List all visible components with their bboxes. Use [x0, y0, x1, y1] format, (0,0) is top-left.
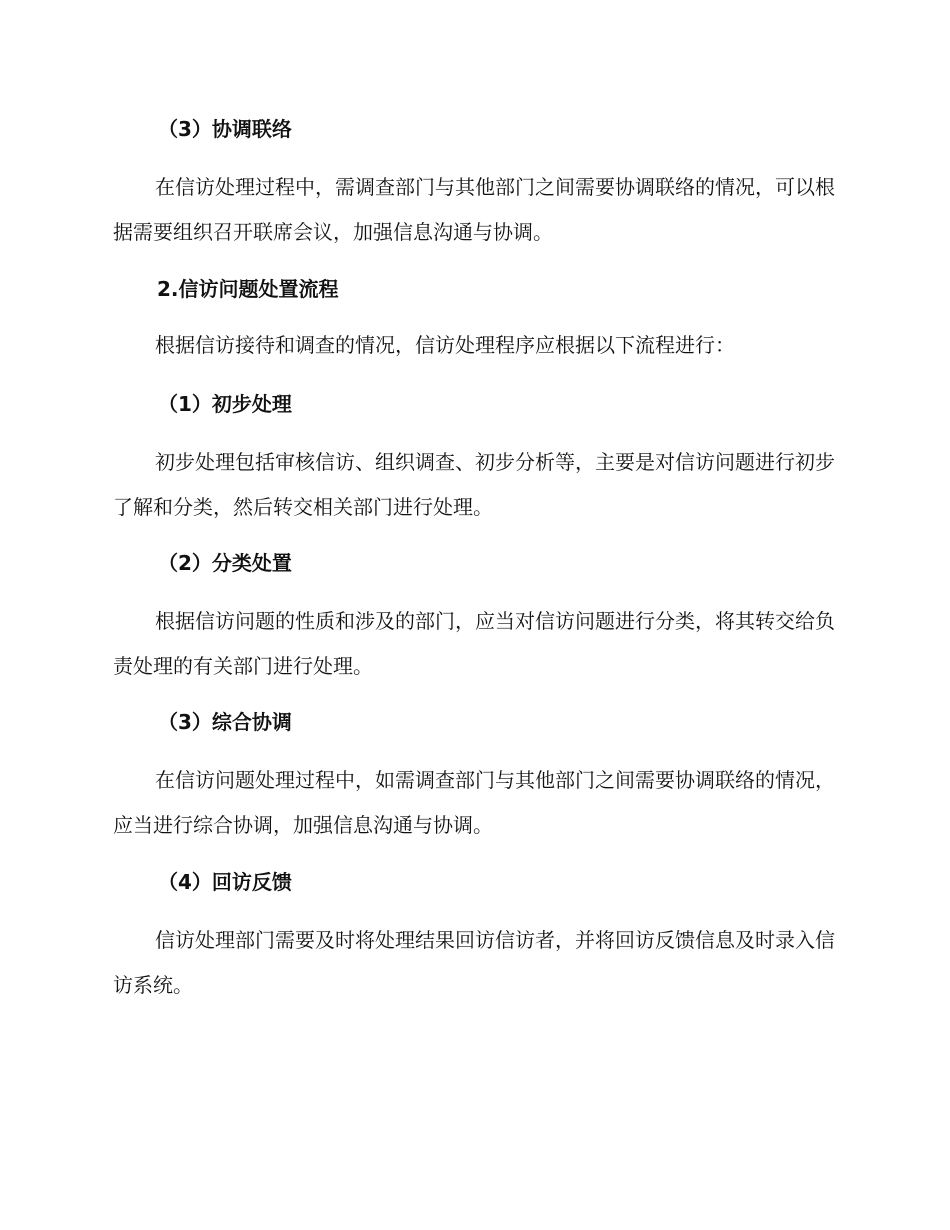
subheading-coordination-liaison: （3）协调联络 [158, 117, 292, 141]
paragraph-coordination-liaison: 在信访处理过程中，需调查部门与其他部门之间需要协调联络的情况，可以根据需要组织召开联席会议，加强信息沟通与协调。 [113, 175, 835, 244]
subheading-preliminary-handling: （1）初步处理 [158, 392, 292, 416]
subheading-comprehensive-coordination: （3）综合协调 [158, 710, 292, 734]
paragraph-preliminary-handling: 初步处理包括审核信访、组织调查、初步分析等，主要是对信访问题进行初步了解和分类，然后转交相关部门进行处理。 [113, 450, 835, 519]
section-heading-complaint-handling-process: 2.信访问题处置流程 [157, 277, 339, 301]
paragraph-process-intro: 根据信访接待和调查的情况，信访处理程序应根据以下流程进行： [155, 333, 735, 357]
subheading-return-visit-feedback: （4）回访反馈 [158, 870, 292, 894]
paragraph-classified-disposal: 根据信访问题的性质和涉及的部门，应当对信访问题进行分类，将其转交给负责处理的有关部门进行处理。 [113, 609, 835, 678]
paragraph-comprehensive-coordination: 在信访问题处理过程中，如需调查部门与其他部门之间需要协调联络的情况，应当进行综合协调，加强信息沟通与协调。 [113, 768, 835, 837]
subheading-classified-disposal: （2）分类处置 [158, 551, 292, 575]
paragraph-return-visit-feedback: 信访处理部门需要及时将处理结果回访信访者，并将回访反馈信息及时录入信访系统。 [113, 928, 835, 997]
